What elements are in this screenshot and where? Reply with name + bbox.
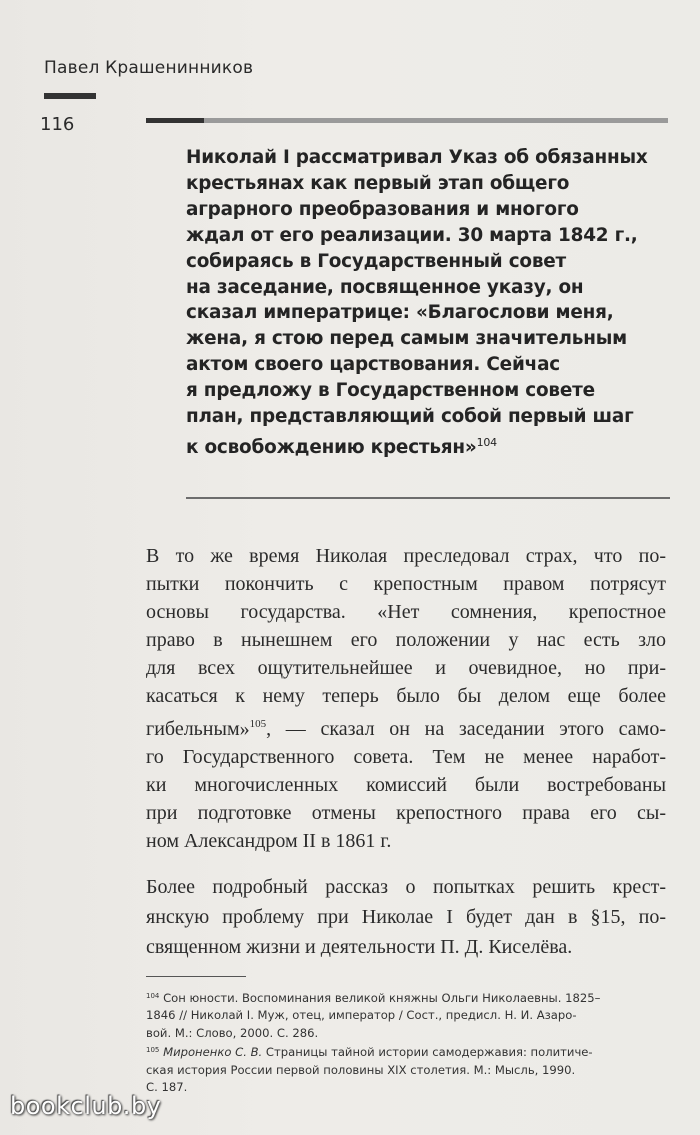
body-line: для всех ощутительнейшее и очевидное, но при- bbox=[146, 657, 666, 679]
pull-quote-line: Николай I рассматривал Указ об обязанных bbox=[186, 147, 648, 168]
footnote-104-line bbox=[146, 988, 666, 1007]
pull-quote-line: сказал императрице: «Благослови меня, bbox=[186, 302, 614, 324]
body-line: янскую проблему при Николае I будет дан в §15, по- bbox=[146, 906, 666, 928]
body-line: основы государства. «Нет сомнения, крепостное bbox=[146, 601, 666, 623]
footnote-104-line: 1846 // Николай I. Муж, отец, император / Сост., предисл. Н. И. Азаро- bbox=[146, 1008, 577, 1023]
page-number: 116 bbox=[40, 114, 75, 135]
body-line: право в нынешнем его положении у нас есть зло bbox=[146, 629, 666, 651]
header-rule bbox=[44, 93, 96, 99]
body-text-segment: , — сказал он на заседании этого само- bbox=[266, 718, 666, 740]
footnote-105-line: С. 187. bbox=[146, 1080, 188, 1095]
footnote-author: Мироненко С. В. bbox=[163, 1045, 263, 1060]
footnote-separator bbox=[146, 976, 246, 977]
footnote-104-line: вой. М.: Слово, 2000. С. 286. bbox=[146, 1025, 319, 1040]
body-text-segment: гибельным» bbox=[146, 718, 250, 740]
pull-quote-line: крестьянах как первый этап общего bbox=[186, 172, 570, 194]
footnote-text: Страницы тайной истории самодержавия: политиче- bbox=[262, 1045, 593, 1060]
pull-quote-line: собираясь в Государственный совет bbox=[186, 250, 566, 272]
pull-quote-line: жена, я стою перед самым значительным bbox=[186, 328, 627, 350]
body-line: В то же время Николая преследовал страх, что по- bbox=[146, 545, 666, 567]
body-line: при подготовке отмены крепостного права его сы- bbox=[146, 802, 666, 824]
pull-quote-line: я предложу в Государственном совете bbox=[186, 380, 595, 402]
pull-quote-line: на заседание, посвященное указу, он bbox=[186, 276, 584, 298]
body-line: ки многочисленных комиссий были востребованы bbox=[146, 774, 666, 796]
body-line: пытки покончить с крепостным правом потрясут bbox=[146, 573, 666, 595]
body-line-with-ref bbox=[146, 710, 666, 743]
pull-quote-last-text: к освобождению крестьян» bbox=[186, 436, 477, 458]
watermark: bookclub.by bbox=[10, 1092, 162, 1120]
pull-quote-line: план, представляющий собой первый шаг bbox=[186, 406, 634, 428]
pull-quote-line: ждал от его реализации. 30 марта 1842 г., bbox=[186, 224, 638, 246]
footnote-number: 105 bbox=[146, 1046, 160, 1055]
body-line: ном Александром II в 1861 г. bbox=[146, 830, 392, 852]
footnote-105-line: ская история России первой половины XIX столетия. М.: Мысль, 1990. bbox=[146, 1062, 576, 1077]
pull-quote-line: аграрного преобразования и многого bbox=[186, 198, 579, 220]
footnote-ref-105[interactable]: 105 bbox=[249, 718, 267, 730]
pull-quote-last-line bbox=[186, 430, 666, 461]
footnote-text: Сон юности. Воспоминания великой княжны Ольги Николаевны. 1825– bbox=[163, 991, 601, 1005]
pull-quote bbox=[186, 145, 666, 461]
body-line: касаться к нему теперь было бы делом еще более bbox=[146, 685, 666, 707]
footnotes bbox=[146, 988, 666, 1096]
running-head-author: Павел Крашенинников bbox=[44, 58, 254, 78]
pull-quote-bottom-rule bbox=[186, 497, 670, 499]
footnote-number: 104 bbox=[146, 992, 160, 1000]
footnote-105-line bbox=[146, 1042, 666, 1061]
body-line: священном жизни и деятельности П. Д. Киселёва. bbox=[146, 936, 573, 958]
body-line: Более подробный рассказ о попытках решить крест- bbox=[146, 876, 666, 898]
footnote-ref-104[interactable]: 104 bbox=[476, 435, 497, 449]
pull-quote-top-rule bbox=[146, 118, 668, 123]
body-line: го Государственного совета. Тем не менее наработ- bbox=[146, 746, 666, 768]
body-paragraph-1 bbox=[146, 542, 666, 855]
pull-quote-line: актом своего царствования. Сейчас bbox=[186, 354, 560, 376]
body-paragraph-2 bbox=[146, 872, 666, 962]
